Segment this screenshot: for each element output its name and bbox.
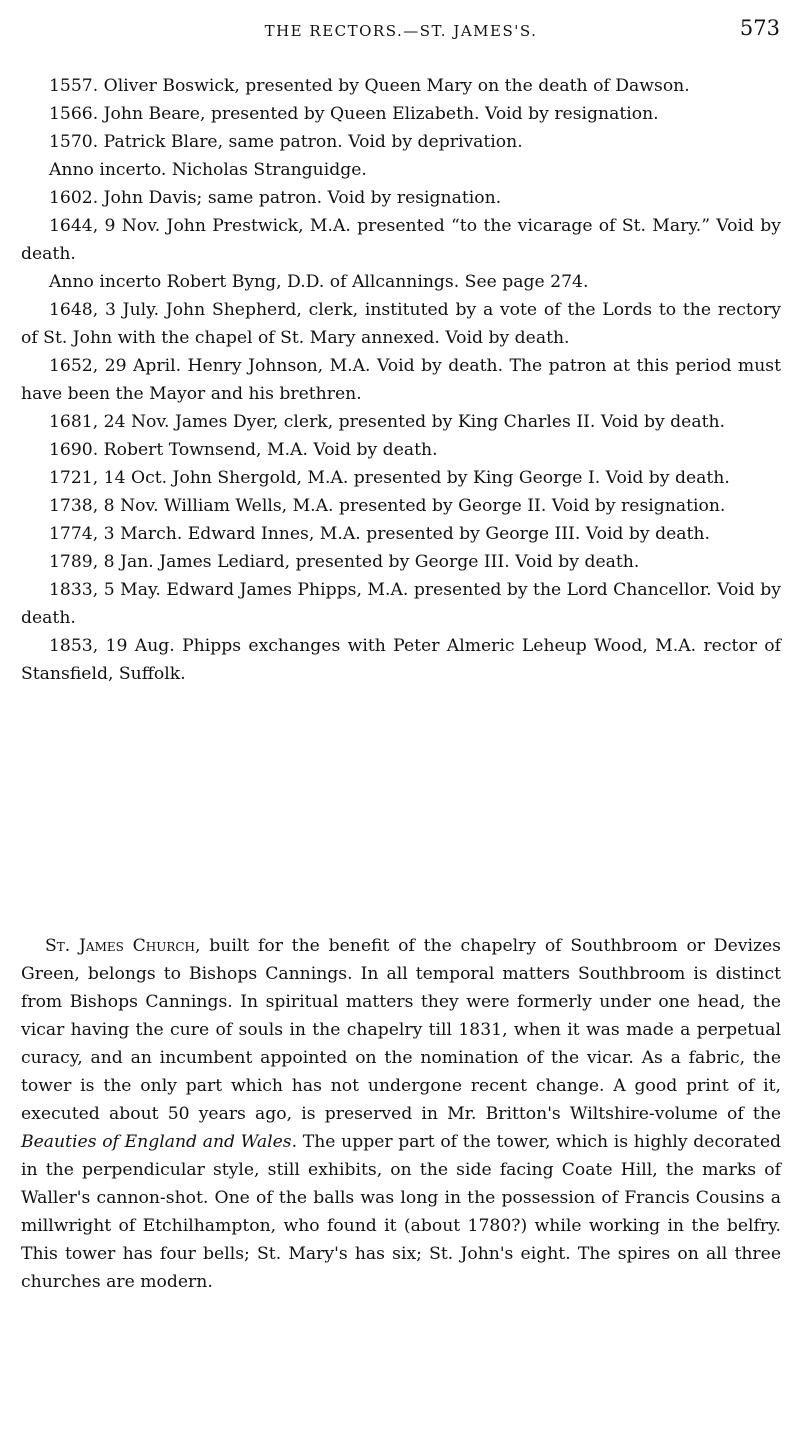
rector-entry: 1652, 29 April. Henry Johnson, M.A. Void by death. The patron at this period must have been the Mayor and his brethren. bbox=[21, 356, 781, 404]
running-head: THE RECTORS.—ST. JAMES'S. bbox=[264, 22, 538, 40]
book-title: Beauties of England and Wales bbox=[21, 1132, 292, 1152]
church-name: St. James Church bbox=[45, 936, 196, 956]
rector-entry: Anno incerto Robert Byng, D.D. of Allcannings. See page 274. bbox=[49, 272, 589, 292]
church-description bbox=[21, 932, 781, 1296]
rector-entry: 1602. John Davis; same patron. Void by resignation. bbox=[49, 188, 502, 208]
paragraph-text: . The upper part of the tower, which is highly decorated in the perpendicular style, still exhibits, on the side facing Coate Hill, the marks of Waller's cannon-shot. One of the balls was long in the possession of Francis Cousins a millwright of Etchilhampton, who found it (about 1780?) while working in the belfry. This tower has four bells; St. Mary's has six; St. John's eight. The spires on all three churches are modern. bbox=[21, 1132, 782, 1292]
rector-entry: 1833, 5 May. Edward James Phipps, M.A. presented by the Lord Chancellor. Void by death. bbox=[21, 580, 781, 628]
rector-entry: 1648, 3 July. John Shepherd, clerk, instituted by a vote of the Lords to the rectory of St. John with the chapel of St. Mary annexed. Void by death. bbox=[21, 300, 781, 348]
rector-entry: Anno incerto. Nicholas Stranguidge. bbox=[49, 160, 367, 180]
rector-entry: 1570. Patrick Blare, same patron. Void by deprivation. bbox=[49, 132, 523, 152]
rectors-list bbox=[21, 72, 781, 688]
church-paragraph bbox=[21, 932, 781, 1296]
rector-entry: 1853, 19 Aug. Phipps exchanges with Peter Almeric Leheup Wood, M.A. rector of Stansfield, Suffolk. bbox=[21, 636, 781, 684]
page-header bbox=[20, 16, 782, 48]
rector-entry: 1690. Robert Townsend, M.A. Void by death. bbox=[49, 440, 438, 460]
rector-entry: 1738, 8 Nov. William Wells, M.A. presented by George II. Void by resignation. bbox=[49, 496, 726, 516]
rector-entry: 1789, 8 Jan. James Lediard, presented by George III. Void by death. bbox=[49, 552, 640, 572]
rector-entry: 1774, 3 March. Edward Innes, M.A. presented by George III. Void by death. bbox=[49, 524, 710, 544]
rector-entry: 1644, 9 Nov. John Prestwick, M.A. presented “to the vicarage of St. Mary.” Void by death. bbox=[21, 216, 781, 264]
rector-entry: 1566. John Beare, presented by Queen Elizabeth. Void by resignation. bbox=[49, 104, 659, 124]
page-number: 573 bbox=[739, 16, 780, 40]
rector-entry: 1557. Oliver Boswick, presented by Queen Mary on the death of Dawson. bbox=[49, 76, 690, 96]
paragraph-text: , built for the benefit of the chapelry of Southbroom or Devizes Green, belongs to Bishops Cannings. In all temporal matters Southbroom is distinct from Bishops Cannings. In spiritual matters they were formerly under one head, the vicar having the cure of souls in the chapelry till 1831, when it was made a perpetual curacy, and an incumbent appointed on the nomination of the vicar. As a fabric, the tower is the only part which has not undergone recent change. A good print of it, executed about 50 years ago, is preserved in Mr. Britton's Wiltshire-volume of the bbox=[21, 936, 781, 1124]
rector-entry: 1681, 24 Nov. James Dyer, clerk, presented by King Charles II. Void by death. bbox=[49, 412, 726, 432]
rector-entry: 1721, 14 Oct. John Shergold, M.A. presented by King George I. Void by death. bbox=[49, 468, 730, 488]
